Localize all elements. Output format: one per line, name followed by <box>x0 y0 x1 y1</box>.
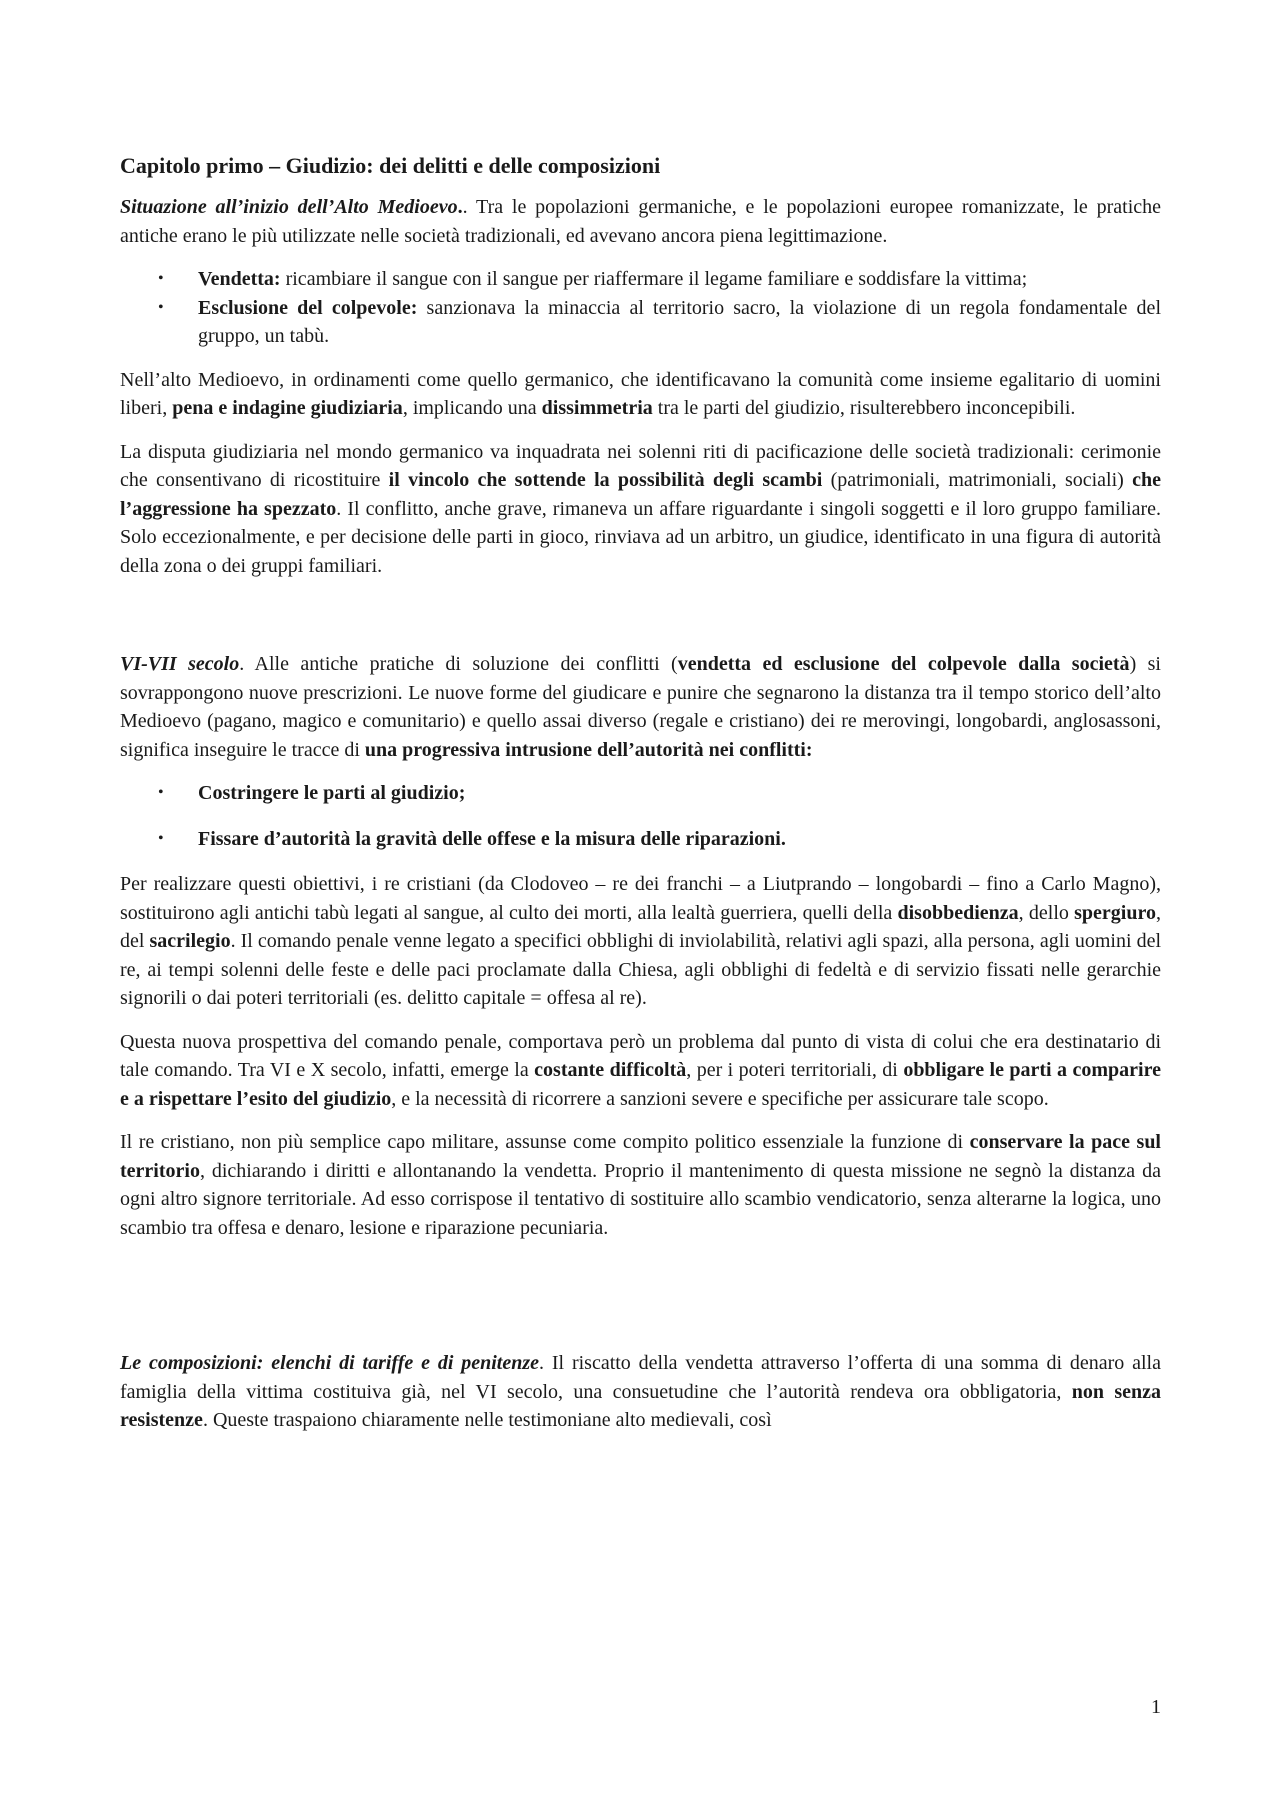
paragraph-re-cristiano: Il re cristiano, non più semplice capo militare, assunse come compito politico essenziale la funzione di conservare la pace sul territorio, dichiarando i diritti e allontanando la vendetta. Proprio il mantenimento di questa missione ne segnò la distanza da ogni altro signore territoriale. Ad esso corrispose il tentativo di sostituire allo scambio vendicatorio, senza alterarne la logica, uno scambio tra offesa e denaro, lesione e riparazione pecuniaria. <box>120 1131 1161 1239</box>
paragraph-re-cristiani: Per realizzare questi obiettivi, i re cristiani (da Clodoveo – re dei franchi – a Liutprando – longobardi – fino a Carlo Magno), sostituirono agli antichi tabù legati al sangue, al culto dei morti, alla lealtà guerriera, quelli della disobbedienza, dello spergiuro, del sacrilegio. Il comando penale venne legato a specifici obblighi di inviolabilità, relativi agli spazi, alla persona, agli uomini del re, ai tempi solenni delle feste e delle paci proclamate dalla Chiesa, agli obblighi di fedeltà e di servizio fissati nelle gerarchie signorili o dai poteri territoriali (es. delitto capitale = offesa al re). <box>120 873 1162 1009</box>
paragraph-situazione <box>120 193 1161 250</box>
list-item-costringere: • Costringere le parti al giudizio; <box>120 779 1161 808</box>
bullet-icon: • <box>158 270 164 287</box>
paragraph-comando-penale: Questa nuova prospettiva del comando penale, comportava però un problema dal punto di vista di colui che era destinatario di tale comando. Tra VI e X secolo, infatti, emerge la costante difficoltà, per i poteri territoriali, di obbligare le parti a comparire e a rispettare l’esito del giudizio, e la necessità di ricorrere a sanzioni severe e specifiche per assicurare tale scopo. <box>120 1030 1161 1110</box>
paragraph-vi-vii-secolo: VI-VII secolo. Alle antiche pratiche di soluzione dei conflitti (vendetta ed esclusione del colpevole dalla società) si sovrappongono nuove prescrizioni. Le nuove forme del giudicare e punire che segnarono la distanza tra il tempo storico dell’alto Medioevo (pagano, magico e comunitario) e quello assai diverso (regale e cristiano) dei re merovingi, longobardi, anglosassoni, significa inseguire le tracce di una progressiva intrusione dell’autorità nei conflitti: <box>120 653 1161 761</box>
list-pratiche-antiche <box>120 265 1161 351</box>
section-lead-composizioni: Le composizioni: elenchi di tariffe e di penitenze <box>120 1352 540 1374</box>
page-number: 1 <box>1151 1696 1161 1718</box>
bullet-icon: • <box>158 298 164 316</box>
spacer <box>120 595 1161 650</box>
bullet-icon: • <box>158 829 164 847</box>
list-item-fissare: • Fissare d’autorità la gravità delle offese e la misura delle riparazioni. <box>120 825 1161 854</box>
list-item-esclusione: • Esclusione del colpevole: sanzionava la minaccia al territorio sacro, la violazione di un regola fondamentale del gruppo, un tabù. <box>120 294 1161 351</box>
bullet-icon: • <box>158 784 164 801</box>
text-situazione: . Tra le popolazioni germaniche, e le popolazioni europee romanizzate, le pratiche antiche erano le più utilizzate nelle società tradizionali, ed avevano ancora piena legittimazione. <box>120 196 1162 247</box>
section-lead-vi-vii: VI-VII secolo <box>120 653 240 675</box>
term-vendetta: Vendetta: <box>198 268 281 290</box>
lead-period: . <box>457 196 463 218</box>
paragraph-alto-medioevo: Nell’alto Medioevo, in ordinamenti come quello germanico, che identificavano la comunità come insieme egalitario di uomini liberi, pena e indagine giudiziaria, implicando una dissimmetria tra le parti del giudizio, risulterebbero inconcepibili. <box>120 368 1161 419</box>
list-obiettivi <box>120 779 1161 853</box>
paragraph-composizioni: Le composizioni: elenchi di tariffe e di penitenze. Il riscatto della vendetta attraverso l’offerta di una somma di denaro alla famiglia della vittima costituiva già, nel VI secolo, una consuetudine che l’autorità rendeva ora obbligatoria, non senza resistenze. Queste traspaiono chiaramente nelle testimoniane alto medievali, così <box>120 1352 1162 1431</box>
section-lead-situazione: Situazione all’inizio dell’Alto Medioevo <box>120 196 458 218</box>
list-item-vendetta: • Vendetta: ricambiare il sangue con il sangue per riaffermare il legame familiare e soddisfare la vittima; <box>120 265 1161 294</box>
term-esclusione: Esclusione del colpevole: <box>198 296 418 319</box>
paragraph-disputa: La disputa giudiziaria nel mondo germanico va inquadrata nei solenni riti di pacificazione delle società tradizionali: cerimonie che consentivano di ricostituire il vincolo che sottende la possibilità degli scambi (patrimoniali, matrimoniali, sociali) che l’aggressione ha spezzato. Il conflitto, anche grave, rimaneva un affare riguardante i singoli soggetti e il loro gruppo familiare. Solo eccezionalmente, e per decisione delle parti in gioco, rinviava ad un arbitro, un giudice, identificato in una figura di autorità della zona o dei gruppi familiari. <box>120 440 1161 577</box>
spacer <box>120 1257 1161 1349</box>
chapter-title: Capitolo primo – Giudizio: dei delitti e delle composizioni <box>120 153 661 178</box>
